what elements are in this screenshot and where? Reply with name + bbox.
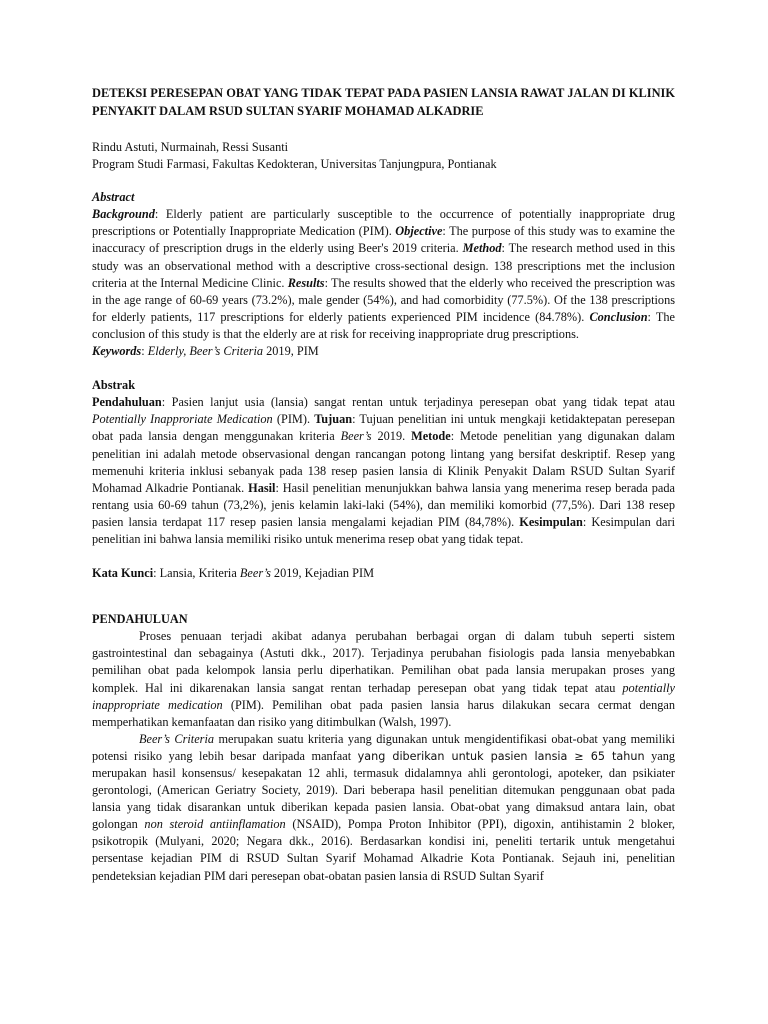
abstrak-tujuan-label: Tujuan [314, 412, 353, 427]
abstrak-pendahuluan-italic: Potentially Inapproriate Medication [92, 412, 273, 427]
section-heading-pendahuluan: PENDAHULUAN [92, 612, 188, 627]
abstrak-metode-text: : Metode penelitian yang digunakan dalam penelitian ini adalah metode observasional dengan rancangan potong lintang yang bersifat deskriptif. Resep yang memenuhi kriteria inklusi sebanyak pada 138 resep pasien lansia di Klinik Penyakit Dalam RSUD Sultan Syarif Mohamad Alkadrie Pontianak. [92, 429, 675, 495]
p2-sans-phrase: yang diberikan untuk pasien lansia ≥ 65 tahun [357, 749, 645, 763]
affiliation: Program Studi Farmasi, Fakultas Kedokteran, Universitas Tanjungpura, Pontianak [92, 157, 497, 172]
abstrak-heading: Abstrak [92, 378, 136, 393]
abstrak-kesimpulan-text: : Kesimpulan dari penelitian ini bahwa lansia memiliki risiko untuk menerima resep obat yang tidak tepat. [92, 514, 676, 546]
keywords-sep: : [141, 344, 148, 359]
abstrak-hasil-text: : Hasil penelitian menunjukkan bahwa lansia yang menerima resep berada pada rentang usia 60-69 tahun (73,2%), jenis kelamin laki-laki (54%), dan memiliki komorbid (77,5%). Dari 138 resep pasien lansia terdapat 117 resep pasien lansia mengalami kejadian PIM (84,78%). [92, 480, 675, 529]
abstrak-tujuan-text-2: 2019. [371, 429, 412, 444]
kata-kunci [92, 565, 675, 582]
p2-text-b: yang merupakan hasil konsensus/ kesepakatan 12 ahli, termasuk didalamnya ahli gerontologi, apoteker, dan psikiater gerontologi, (American Geriatry Society, 2019). Dari beberapa hasil penelitian ditemukan penggunaan obat pada lansia yang tidak disarankan untuk diberikan kepada pasien lansia. Obat-obat yang dimaksud antara lain, obat golongan [92, 748, 676, 832]
pendahuluan-paragraph-2 [92, 731, 675, 885]
pendahuluan-paragraph-1 [92, 628, 675, 731]
abstract-keywords [92, 343, 675, 360]
keywords-rest: 2019, PIM [263, 344, 319, 359]
abstract-background-text: : Elderly patient are particularly susceptible to the occurrence of potentially inappropriate drug prescriptions or Potentially Inappropriate Medication (PIM). [92, 207, 675, 239]
abstract-conclusion-label: Conclusion [589, 309, 648, 324]
abstract-background-label: Background [92, 207, 155, 222]
abstrak-tujuan-text-1: : Tujuan penelitian ini untuk mengkaji ketidaktepatan peresepan obat pada lansia dengan menggunakan kriteria [92, 412, 676, 444]
abstract-results-text: : The results showed that the elderly who received the prescription was in the age range of 60-69 years (73.2%), male gender (54%), and had comorbidity (77.5%). Of the 138 prescriptions for elderly patients, 117 prescriptions for elderly patients experienced PIM incidence (84.78%). [92, 275, 676, 324]
paper-title: DETEKSI PERESEPAN OBAT YANG TIDAK TEPAT PADA PASIEN LANSIA RAWAT JALAN DI KLINIK PENYAKIT DALAM RSUD SULTAN SYARIF MOHAMAD ALKADRIE [92, 86, 675, 118]
p2-text-c: (NSAID), Pompa Proton Inhibitor (PPI), digoxin, antihistamin 2 bloker, psikotropik (Mulyani, 2020; Negara dkk., 2016). Berdasarkan kondisi ini, peneliti tertarik untuk mengetahui persentase kejadian PIM di RSUD Sultan Syarif Mohamad Alkadrie Kota Pontianak. Sejauh ini, penelitian pendeteksian kejadian PIM dari peresepan obat-obatan pasien lansia di RSUD Sultan Syarif [92, 817, 675, 883]
keywords-label: Keywords [92, 344, 142, 359]
abstract-body [92, 206, 675, 343]
p1-text-a: Proses penuaan terjadi akibat adanya perubahan berbagai organ di dalam tubuh seperti sistem gastrointestinal dan sebagainya (Astuti dkk., 2017). Terjadinya perubahan fisiologis pada lansia menyebabkan pemilihan obat pada kelompok lansia perlu diperhatikan. Pemilihan obat pada lansia merupakan proses yang komplek. Hal ini dikarenakan lansia sangat rentan terhadap peresepan obat yang tidak tepat atau [92, 629, 675, 695]
abstrak-tujuan-italic: Beer’s [340, 429, 372, 444]
abstrak-pendahuluan-text-1: : Pasien lanjut usia (lansia) sangat rentan untuk terjadinya peresepan obat yang tidak tepat atau [161, 395, 675, 410]
kata-kunci-italic: Beer’s [239, 566, 271, 581]
kata-kunci-text-2: 2019, Kejadian PIM [270, 566, 375, 581]
abstract-results-label: Results [287, 275, 325, 290]
p2-text-a: merupakan suatu kriteria yang digunakan untuk mengidentifikasi obat-obat yang memiliki potensi risiko yang lebih besar daripada manfaat [92, 731, 675, 763]
p1-italic: potentially inappropriate medication [92, 680, 675, 712]
author-list: Rindu Astuti, Nurmainah, Ressi Susanti [92, 140, 289, 154]
p2-italic-2: non steroid antiinflamation [144, 817, 286, 832]
abstrak-kesimpulan-label: Kesimpulan [519, 514, 583, 529]
abstract-heading: Abstract [92, 190, 135, 205]
abstrak-pendahuluan-label: Pendahuluan [92, 395, 162, 410]
abstrak-hasil-label: Hasil [248, 480, 276, 495]
p1-text-b: (PIM). Pemilihan obat pada pasien lansia harus dilakukan secara cermat dengan memperhatikan kemanfaatan dan risiko yang ditimbulkan (Walsh, 1997). [92, 697, 675, 729]
abstract-method-text: : The research method used in this study was an observational method with a descriptive cross-sectional design. 138 prescriptions met the inclusion criteria at the Internal Medicine Clinic. [92, 241, 675, 290]
abstrak-metode-label: Metode [411, 429, 451, 444]
paper-page [92, 84, 675, 885]
kata-kunci-text-1: : Lansia, Kriteria [153, 566, 240, 581]
p2-italic: Beer’s Criteria [139, 731, 215, 746]
keywords-italic: Elderly, Beer’s Criteria [147, 344, 264, 359]
abstrak-pendahuluan-text-2: (PIM). [272, 412, 315, 427]
abstrak-body [92, 394, 675, 548]
abstract-method-label: Method [462, 241, 502, 256]
abstract-objective-text: : The purpose of this study was to examine the inaccuracy of prescription drugs in the elderly using Beer's 2019 criteria. [92, 224, 676, 256]
abstract-objective-label: Objective [395, 224, 443, 239]
abstract-conclusion-text: : The conclusion of this study is that the elderly are at risk for receiving inappropriate drug prescriptions. [92, 309, 675, 341]
kata-kunci-label: Kata Kunci [92, 566, 154, 581]
